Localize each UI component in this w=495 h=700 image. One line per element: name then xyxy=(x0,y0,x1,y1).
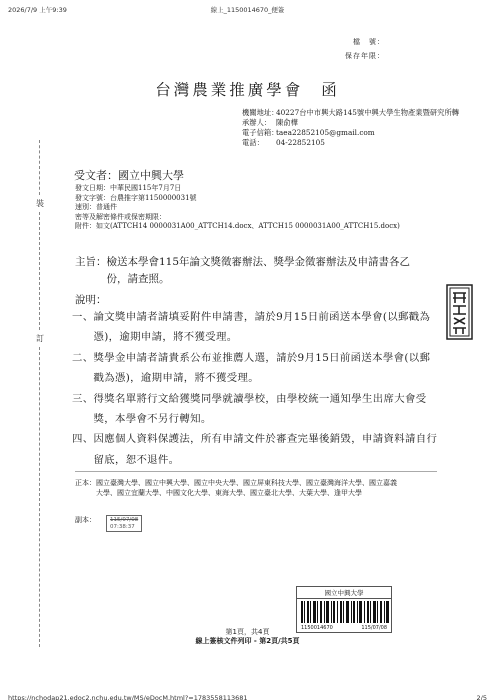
item-text: 得獎名單將行文給獲獎同學就讀學校，由學校統一通知學生出席大會受獎，本學會不另行轉知。 xyxy=(93,392,427,426)
divider xyxy=(75,471,437,472)
issue-number xyxy=(75,194,436,204)
receipt-stamp xyxy=(296,586,392,633)
cc-value: 國立臺灣大學、國立中興大學、國立中央大學、國立屏東科技大學、國立臺灣海洋大學、國立嘉義大學、國立宜蘭大學、中國文化大學、東海大學、國立臺北大學、大葉大學、逢甲大學 xyxy=(96,479,397,498)
subject-label: 主旨： xyxy=(75,256,107,268)
barcode-icon xyxy=(301,601,389,623)
receipt-org: 國立中興大學 xyxy=(297,587,391,599)
secrecy xyxy=(75,213,436,223)
item-number: 二、 xyxy=(72,351,94,364)
attachments xyxy=(75,222,436,232)
contact-value: 04-22852105 xyxy=(276,138,325,147)
order-mark: 訂 xyxy=(36,334,44,343)
contact-person xyxy=(242,118,472,128)
print-doc-name: 線上_1150014670_便簽 xyxy=(210,6,285,14)
subject xyxy=(75,254,430,288)
bind-mark: 裝 xyxy=(36,199,44,208)
page-footer xyxy=(0,628,495,646)
org-name: 台灣農業推廣學會 xyxy=(155,81,304,99)
document-title xyxy=(0,78,495,100)
contact-value: 40227台中市興大路145號中興大學生物產業暨研究所轉 xyxy=(276,108,460,117)
explanation-item xyxy=(72,307,438,348)
print-page: 2/5 xyxy=(476,694,487,700)
contact-value: taea22852105@gmail.com xyxy=(276,128,375,137)
item-number: 三、 xyxy=(72,392,94,405)
copy-row xyxy=(75,515,142,532)
item-text: 論文獎申請者請填妥附件申請書，請於9月15日前函送本學會(以郵戳為憑)，逾期申請，將不獲受理。 xyxy=(93,311,431,344)
attachment-links[interactable]: 如文(ATTCH14 0000031A00_ATTCH14.docx、ATTCH15 0000031A00_ATTCH15.docx) xyxy=(96,222,400,231)
retention-label: 保存年限： xyxy=(345,52,385,60)
info-label: 發文字號： xyxy=(75,193,110,202)
print-url: https://nchodap21.edoc2.nchu.edu.tw/MS/eDocM.html?=1783558113681 xyxy=(8,694,248,700)
contact-label: 機關地址： xyxy=(242,108,279,117)
binding-line xyxy=(39,347,40,647)
contact-phone xyxy=(242,138,472,148)
receipt-doc-no: 1150014670 xyxy=(301,625,333,631)
info-value: 台農推字第1150000031號 xyxy=(110,193,197,202)
recipient-value: 國立中興大學 xyxy=(118,169,184,182)
info-label: 速別： xyxy=(75,203,96,212)
item-text: 因應個人資料保護法，所有申請文件於審查完畢後銷毀，申請資料請自行留底，恕不退件。 xyxy=(93,433,438,466)
info-label: 密等及解密條件或保密期限： xyxy=(75,212,166,221)
recipient xyxy=(74,167,184,183)
copy-label: 副本： xyxy=(75,516,96,524)
print-timestamp: 2026/7/9 上午9:39 xyxy=(8,6,67,14)
issue-date xyxy=(75,184,436,194)
contact-label: 電子信箱： xyxy=(242,128,279,137)
contact-address xyxy=(242,108,472,118)
official-seal-icon xyxy=(446,284,473,340)
item-number: 一、 xyxy=(72,311,94,323)
explanation-label: 說明： xyxy=(75,294,107,306)
contact-block xyxy=(242,108,472,148)
item-text: 獎學金申請者請貴系公布並推薦人選，請於9月15日前函送本學會(以郵戳為憑)，逾期申請，將不獲受理。 xyxy=(93,351,431,385)
cc-list xyxy=(75,478,402,499)
contact-label: 電話： xyxy=(242,138,264,147)
doc-info xyxy=(75,184,436,232)
explanation-body xyxy=(72,307,438,470)
timestamp-stamp xyxy=(106,515,142,532)
explanation-item xyxy=(72,429,438,470)
info-value: 普通件 xyxy=(96,203,117,212)
contact-label: 承辦人： xyxy=(242,118,272,127)
doc-type: 函 xyxy=(321,81,340,99)
print-page-info: 線上簽核文件列印 - 第2頁/共5頁 xyxy=(195,637,300,645)
item-number: 四、 xyxy=(72,433,94,446)
receipt-date: 115/07/08 xyxy=(361,625,387,631)
page-info: 第1頁，共4頁 xyxy=(225,628,270,636)
info-value: 中華民國115年7月7日 xyxy=(110,184,182,192)
explanation-item xyxy=(72,389,438,430)
recipient-label: 受文者： xyxy=(74,169,118,182)
stamp-date: 115/07/08 xyxy=(110,517,139,523)
contact-email xyxy=(242,128,472,138)
archive-no-label: 檔 號： xyxy=(353,38,385,46)
binding-line xyxy=(39,212,40,330)
info-label: 發文日期： xyxy=(75,184,110,192)
explanation-item xyxy=(72,348,438,389)
subject-text: 檢送本學會115年論文獎徵審辦法、獎學金徵審辦法及申請書各乙份，請查照。 xyxy=(106,256,411,285)
contact-value: 陳俞樺 xyxy=(276,118,298,127)
cc-label: 正本： xyxy=(75,479,96,487)
binding-line xyxy=(39,140,40,195)
speed xyxy=(75,203,436,213)
info-label: 附件： xyxy=(75,222,96,231)
stamp-time: 07:38:37 xyxy=(110,523,135,530)
